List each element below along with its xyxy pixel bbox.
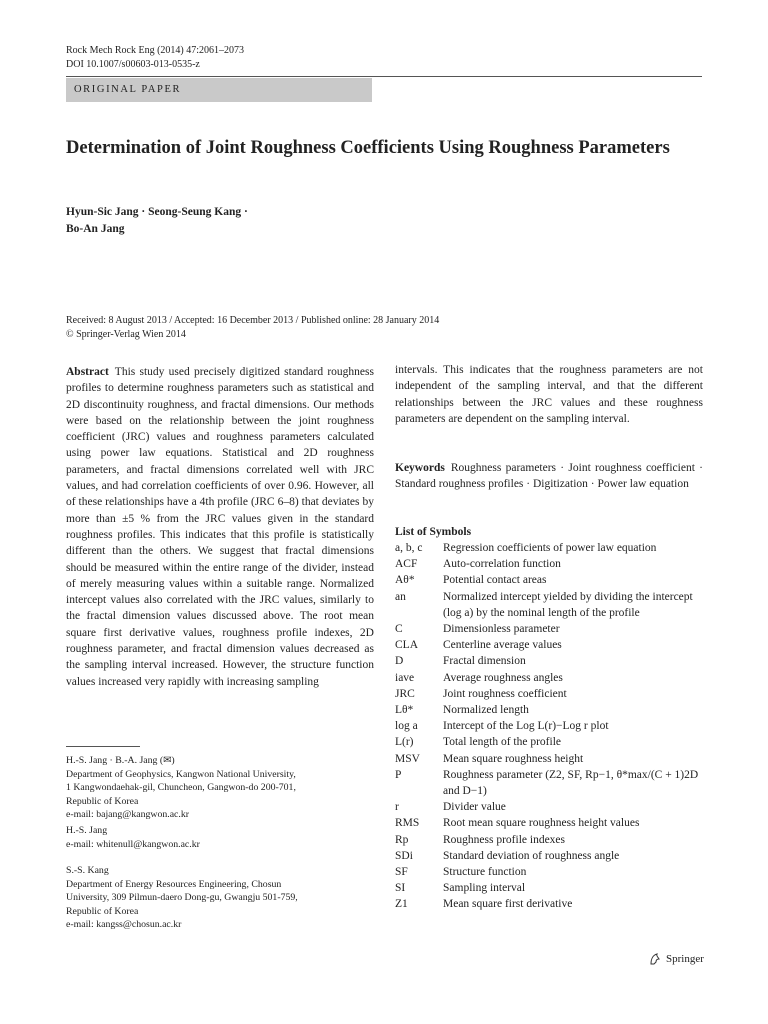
- symbol-desc: Joint roughness coefficient: [443, 687, 567, 700]
- symbol-desc: Regression coefficients of power law equation: [443, 542, 657, 554]
- springer-logo: [648, 952, 704, 966]
- symbol-row: [395, 653, 705, 669]
- symbol-key: C: [395, 623, 403, 636]
- symbol-desc: Sampling interval: [443, 882, 526, 895]
- affiliation-address: University, 309 Pilmun-daero Dong-gu, Gwangju 501-759,: [66, 892, 298, 903]
- symbol-desc: Normalized length: [443, 704, 529, 717]
- affiliation-dept: Department of Energy Resources Engineering, Chosun: [66, 878, 282, 890]
- symbol-key: SDi: [395, 849, 413, 862]
- symbols-heading: List of Symbols: [395, 526, 472, 538]
- symbol-desc: Roughness profile indexes: [443, 833, 566, 846]
- journal-reference: Rock Mech Rock Eng (2014) 47:2061–2073: [66, 45, 245, 56]
- symbol-row: [395, 880, 705, 896]
- symbol-desc: Mean square first derivative: [443, 898, 573, 911]
- symbol-key: iave: [395, 671, 415, 684]
- abstract-body: [66, 364, 374, 690]
- symbol-row: [395, 718, 705, 734]
- symbol-desc: Average roughness angles: [443, 671, 563, 684]
- affiliation-2: [66, 824, 366, 851]
- symbol-key: CLA: [395, 639, 418, 652]
- symbol-desc: Roughness parameter (Z2, SF, Rp−1, θ*max/(C + 1)2D and D−1): [443, 768, 699, 798]
- symbol-row: [395, 848, 705, 864]
- authors-line-2: Bo-An Jang: [66, 223, 125, 235]
- symbol-row: [395, 832, 705, 848]
- symbol-desc: Structure function: [443, 866, 527, 879]
- symbol-key: r: [395, 801, 399, 814]
- symbol-row: [395, 686, 705, 702]
- symbol-key: log a: [395, 720, 418, 733]
- authors-line-1: Hyun-Sic Jang · Seong-Seung Kang ·: [66, 206, 248, 218]
- abstract-label: Abstract: [66, 366, 109, 378]
- symbol-desc: Mean square roughness height: [443, 752, 584, 765]
- symbol-desc: Centerline average values: [443, 639, 562, 652]
- symbol-key: Z1: [395, 898, 408, 911]
- symbol-key: SF: [395, 866, 408, 879]
- symbol-key: ACF: [395, 558, 418, 571]
- symbol-desc: Intercept of the Log L(r)−Log r plot: [443, 720, 609, 733]
- springer-horse-icon: [648, 952, 662, 966]
- symbol-row: [395, 751, 705, 767]
- symbol-key: P: [395, 768, 402, 781]
- symbol-row: [395, 637, 705, 653]
- symbol-key: RMS: [395, 817, 420, 830]
- affiliation-3: [66, 864, 366, 932]
- symbol-desc: Dimensionless parameter: [443, 623, 560, 636]
- affiliation-country: Republic of Korea: [66, 795, 139, 807]
- symbol-row: [395, 767, 705, 799]
- affiliation-dept: Department of Geophysics, Kangwon National University,: [66, 768, 296, 780]
- publication-dates: [66, 314, 702, 342]
- journal-citation: [66, 44, 244, 72]
- symbol-key: an: [395, 590, 406, 603]
- symbol-row: [395, 896, 705, 912]
- keywords-label: Keywords: [395, 462, 445, 474]
- symbol-row: [395, 799, 705, 815]
- symbol-key: Aθ*: [395, 574, 415, 587]
- copyright-line: © Springer-Verlag Wien 2014: [66, 329, 186, 340]
- affiliation-email[interactable]: e-mail: whitenull@kangwon.ac.kr: [66, 838, 200, 850]
- symbol-key: Lθ*: [395, 704, 414, 717]
- symbol-key: L(r): [395, 736, 414, 749]
- affiliation-country: Republic of Korea: [66, 905, 139, 917]
- symbol-key: JRC: [395, 687, 415, 700]
- springer-label: Springer: [666, 953, 704, 965]
- symbol-desc: Divider value: [443, 801, 506, 814]
- affiliation-email[interactable]: e-mail: kangss@chosun.ac.kr: [66, 919, 182, 930]
- symbol-key: Rp: [395, 833, 409, 846]
- symbol-row: [395, 572, 705, 588]
- symbol-key: D: [395, 655, 404, 668]
- symbol-row: [395, 815, 705, 831]
- symbol-row: [395, 621, 705, 637]
- dates-line: Received: 8 August 2013 / Accepted: 16 December 2013 / Published online: 28 January 2014: [66, 315, 440, 326]
- symbol-row: [395, 864, 705, 880]
- affiliation-email[interactable]: e-mail: bajang@kangwon.ac.kr: [66, 809, 190, 820]
- symbols-list: [395, 540, 705, 913]
- affiliation-1: [66, 754, 366, 822]
- paper-type-label: ORIGINAL PAPER: [66, 78, 372, 102]
- symbol-key: SI: [395, 882, 406, 895]
- symbol-desc: Potential contact areas: [443, 574, 547, 587]
- symbol-row: [395, 670, 705, 686]
- affiliation-names: S.-S. Kang: [66, 865, 109, 876]
- symbol-row: [395, 589, 705, 621]
- symbol-row: [395, 556, 705, 572]
- affiliation-names: H.-S. Jang: [66, 825, 108, 836]
- symbol-row: [395, 702, 705, 718]
- header-rule: [66, 76, 702, 77]
- paper-title: Determination of Joint Roughness Coefficients Using Roughness Parameters: [66, 138, 670, 158]
- abstract-continuation: intervals. This indicates that the roughness parameters are not independent of the sampling interval, and that the different relationships between the JRC values and these roughness parameters are dependent on the sampling interval.: [395, 364, 703, 425]
- symbol-row: [395, 734, 705, 750]
- symbol-desc: Standard deviation of roughness angle: [443, 849, 620, 862]
- affiliation-names: H.-S. Jang · B.-A. Jang (✉): [66, 755, 175, 766]
- doi[interactable]: DOI 10.1007/s00603-013-0535-z: [66, 59, 200, 70]
- symbol-desc: Fractal dimension: [443, 655, 526, 668]
- symbol-key: MSV: [395, 752, 420, 765]
- affiliation-address: 1 Kangwondaehak-gil, Chuncheon, Gangwon-do 200-701,: [66, 782, 296, 793]
- symbol-desc: Root mean square roughness height values: [443, 817, 640, 830]
- abstract-text: This study used precisely digitized standard roughness profiles to determine roughness parameters such as statistical and 2D discontinuity roughness, and fractal dimensions. Our methods were based on the relationship between the joint roughness coefficient (JRC) values and roughness parameters calculated using power law equations. Statistical and 2D roughness parameters, and fractal dimensions correlated well with JRC values, and had correlation coefficients of over 0.96. However, all of these relationships have a 4th profile (JRC 6–8) that deviates by more than ±5 % from the JRC values given in the standard roughness profiles. This indicates that this profile is statistically different than the others. We suggest that fractal dimensions should be measured within the entire range of the divider, instead of merely measuring values within a suitable range. Normalized intercept values also correlated with the JRC values, similarly to the fractal dimension values discussed above. The root mean square first derivative values, roughness profile indexes, 2D roughness parameter, and fractal dimension values decreased as the sampling interval increased. However, the structure function values increased very rapidly with increasing sampling: [66, 366, 374, 688]
- symbol-row: [395, 540, 705, 556]
- author-list: [66, 204, 386, 238]
- symbol-desc: Total length of the profile: [443, 736, 561, 749]
- symbol-desc: Auto-correlation function: [443, 558, 561, 571]
- keywords-text: Roughness parameters · Joint roughness coefficient · Standard roughness profiles · Digitization · Power law equation: [395, 462, 703, 491]
- symbol-desc: Normalized intercept yielded by dividing the intercept (log a) by the nominal length of the profile: [443, 590, 693, 619]
- footnote-rule: [66, 746, 140, 747]
- keywords-section: [395, 460, 703, 493]
- symbol-key: a, b, c: [395, 542, 423, 554]
